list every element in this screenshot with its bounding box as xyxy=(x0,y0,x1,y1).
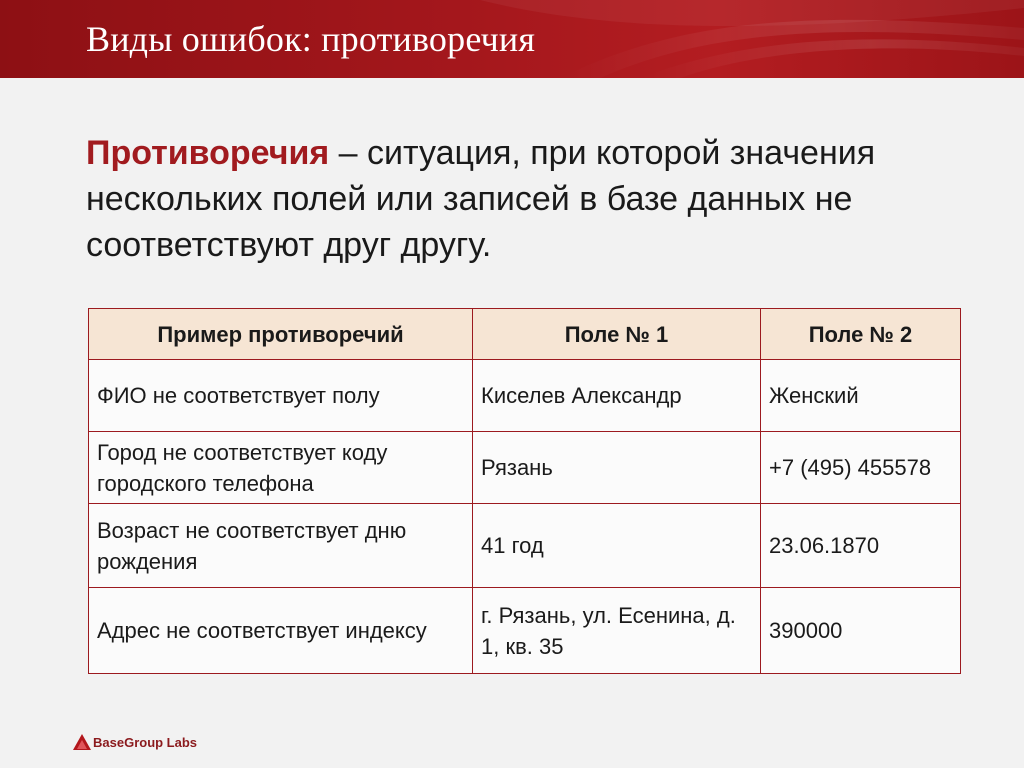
table-cell-field-2: 390000 xyxy=(761,588,961,674)
table-cell-field-1: г. Рязань, ул. Есенина, д. 1, кв. 35 xyxy=(473,588,761,674)
logo-text: BaseGroup Labs xyxy=(93,734,198,750)
slide-title: Виды ошибок: противоречия xyxy=(86,19,536,59)
table-cell-example: Адрес не соответствует индексу xyxy=(89,588,473,674)
table-row xyxy=(89,432,961,504)
table-cell-example: Возраст не соответствует дню рождения xyxy=(89,504,473,588)
table-cell-field-1: Киселев Александр xyxy=(473,360,761,432)
header-field-2: Поле № 2 xyxy=(761,309,961,360)
examples-table-container xyxy=(88,308,961,674)
title-bar xyxy=(0,0,1024,78)
table-cell-example: Город не соответствует коду городского телефона xyxy=(89,432,473,504)
table-cell-field-1: Рязань xyxy=(473,432,761,504)
table-cell-field-2: +7 (495) 455578 xyxy=(761,432,961,504)
table-cell-field-1: 41 год xyxy=(473,504,761,588)
definition-term: Противоречия xyxy=(86,134,330,172)
basegroup-triangle-logo-icon xyxy=(72,733,92,751)
table-row xyxy=(89,588,961,674)
table-header-row xyxy=(89,309,961,360)
definition-paragraph xyxy=(86,130,946,268)
table-cell-field-2: Женский xyxy=(761,360,961,432)
table-row xyxy=(89,360,961,432)
basegroup-logo xyxy=(72,732,197,752)
table-cell-example: ФИО не соответствует полу xyxy=(89,360,473,432)
examples-table xyxy=(88,308,961,674)
definition-text: – ситуация, при которой значения нескольких полей или записей в базе данных не соответствуют друг другу. xyxy=(86,134,876,264)
header-example: Пример противоречий xyxy=(89,309,473,360)
table-cell-field-2: 23.06.1870 xyxy=(761,504,961,588)
table-row xyxy=(89,504,961,588)
header-field-1: Поле № 1 xyxy=(473,309,761,360)
